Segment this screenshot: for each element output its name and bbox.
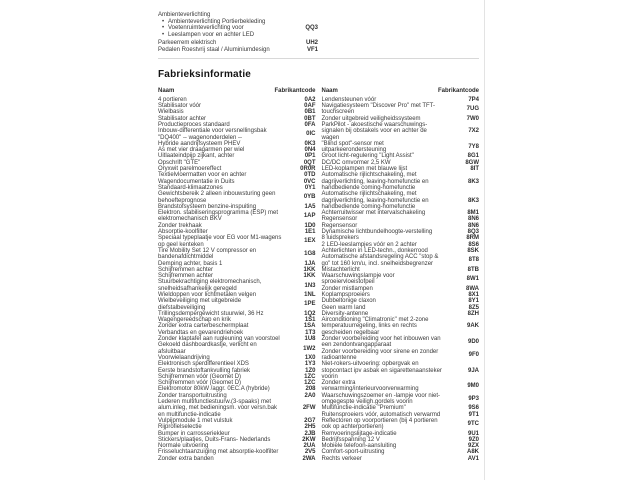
equipment-row bbox=[322, 349, 480, 362]
equipment-row bbox=[158, 47, 318, 54]
equipment-name: Wielbeveiliging met uitgebreide diefstalbeveiliging bbox=[158, 298, 242, 311]
equipment-code: 8S6 bbox=[468, 241, 479, 248]
code-header: Fabrikantcode bbox=[437, 88, 479, 94]
equipment-code: 8IT bbox=[470, 166, 479, 173]
equipment-code: 1E1 bbox=[304, 229, 316, 236]
equipment-code: 1Q2 bbox=[304, 310, 316, 317]
equipment-code: 7Y8 bbox=[468, 144, 479, 151]
equipment-name: DC/DC omvormer 2,5 KW bbox=[321, 159, 391, 166]
equipment-code: 9AK bbox=[466, 323, 479, 330]
equipment-code: A8K bbox=[466, 449, 479, 456]
equipment-name: Speciaal typeplaatje voor EG voor M1-wagens op geel kenteken bbox=[158, 235, 282, 248]
equipment-code: VF1 bbox=[306, 46, 318, 53]
equipment-name: Wagendocumentatie in Duits bbox=[158, 178, 235, 185]
equipment-code: 1S1 bbox=[304, 317, 316, 324]
equipment-name: Reflectoren op voorportieren (bij 4 portieren ook op achterportieren) bbox=[321, 417, 438, 431]
equipment-name: Dubbeltonige claxon bbox=[321, 298, 376, 305]
equipment-name: Elektromotor 80kW /aggr. 0EC.A (hybride) bbox=[158, 386, 270, 393]
equipment-row bbox=[322, 418, 480, 431]
equipment-name: Gekoeld dashboardkastje, verlicht en afsluitbaar bbox=[158, 342, 257, 355]
equipment-name: Voorwielaandrijving bbox=[158, 354, 210, 361]
equipment-code: 8W1 bbox=[466, 276, 479, 283]
equipment-code: 8K3 bbox=[467, 178, 479, 185]
equipment-top-section bbox=[158, 12, 318, 53]
equipment-row bbox=[158, 128, 316, 141]
equipment-name: Ruitensproeiers vóór, automatisch verwarmd bbox=[321, 411, 441, 418]
equipment-name: Demping achter, basis 1 bbox=[158, 260, 223, 267]
equipment-row bbox=[322, 393, 480, 406]
equipment-name: • Leeslampen voor en achter LED bbox=[158, 32, 288, 39]
equipment-name: 4 portieren bbox=[158, 96, 187, 103]
equipment-name: Mobiele telefoon-aansluiting bbox=[321, 443, 397, 450]
equipment-name: Absorptie-koolfilter bbox=[158, 229, 208, 236]
equipment-row bbox=[322, 172, 480, 191]
equipment-table-left bbox=[158, 97, 316, 462]
equipment-code: 1KK bbox=[303, 273, 316, 280]
equipment-table-right bbox=[322, 97, 480, 462]
equipment-name: Lendensteunen vóór bbox=[321, 96, 377, 103]
page-content bbox=[158, 12, 479, 462]
equipment-name: Zonder mistlampen bbox=[321, 285, 373, 292]
equipment-name: Rechts verkeer bbox=[321, 455, 362, 462]
equipment-code: 8M1 bbox=[467, 210, 479, 217]
equipment-row bbox=[158, 191, 316, 204]
equipment-name: Diversity-antenne bbox=[321, 310, 369, 317]
equipment-code: 7W0 bbox=[466, 115, 479, 122]
equipment-name: Wieldoppen voor lichtmetalen velgen bbox=[158, 292, 257, 298]
equipment-code: 9F0 bbox=[468, 351, 479, 358]
equipment-code: 0VC bbox=[303, 178, 316, 185]
equipment-name: Zonder klaptafel aan rugleuning van voorstoel bbox=[158, 336, 280, 343]
equipment-row bbox=[158, 342, 316, 355]
equipment-name: Waarschuwingszoemer en -lampje voor niet-omgegespte veiligh.gordels voorin bbox=[321, 392, 440, 406]
equipment-bullet-list bbox=[158, 19, 318, 39]
equipment-code: 1N3 bbox=[304, 282, 316, 289]
equipment-name: 8 luidsprekers bbox=[321, 235, 359, 242]
equipment-code: QQ3 bbox=[305, 25, 318, 31]
name-header: Naam bbox=[158, 88, 175, 94]
code-header: Fabrikantcode bbox=[274, 88, 316, 94]
equipment-name: Brandstofsysteem benzine-inspuiting bbox=[158, 203, 257, 210]
equipment-code: 8SK bbox=[467, 247, 479, 254]
equipment-code: 208 bbox=[305, 386, 316, 393]
equipment-code: 2WA bbox=[302, 455, 316, 462]
equipment-code: 0IC bbox=[306, 131, 316, 138]
equipment-name: Bedrijfsspanning 12 V bbox=[321, 436, 380, 443]
equipment-name: Koplampsproeiers bbox=[321, 292, 370, 298]
equipment-name: Stabilisator achter bbox=[158, 115, 207, 122]
equipment-code: 9U1 bbox=[467, 430, 479, 437]
equipment-code: 8RM bbox=[466, 235, 479, 242]
equipment-name: Achterruitwisser met intervalschakeling bbox=[321, 210, 426, 217]
equipment-name: Eerste brandstoftankvulling fabriek bbox=[158, 367, 251, 374]
equipment-code: 1W2 bbox=[303, 345, 316, 352]
equipment-code: 7X2 bbox=[468, 128, 479, 135]
equipment-code: 1U8 bbox=[304, 336, 316, 343]
equipment-code: 0A2 bbox=[304, 96, 316, 103]
equipment-row bbox=[322, 380, 480, 393]
equipment-row bbox=[158, 399, 316, 418]
equipment-name: Standaard-klimaatzones bbox=[158, 184, 223, 191]
equipment-name: Automatische afstandsregeling ACC "stop & go" tot 160 km/u, incl. snelheidsbegrenzer bbox=[321, 254, 439, 267]
equipment-name: Productieproces standaard bbox=[158, 121, 230, 128]
equipment-name: Schijfremmen vóór (Geomet D) bbox=[158, 373, 242, 380]
equipment-code: 8Y1 bbox=[468, 298, 479, 305]
page-edge-line bbox=[484, 0, 485, 480]
equipment-name: Automatische rijlichtschakeling, met dagrijverlichting, leaving-homefunctie en handbediende coming-homefunctie bbox=[321, 191, 429, 210]
equipment-name: Schijfremmen achter bbox=[158, 273, 214, 280]
equipment-name: Opschrift "GTE" bbox=[158, 159, 201, 166]
equipment-name: Wielbasis bbox=[158, 109, 184, 116]
equipment-name: Automatische rijlichtschakeling, met dagrijverlichting, leaving-homefunctie en handbediende coming-homefunctie bbox=[321, 172, 429, 191]
equipment-row bbox=[158, 456, 316, 462]
section-title: Fabrieksinformatie bbox=[158, 69, 252, 80]
equipment-row bbox=[322, 361, 480, 380]
equipment-code: 2FW bbox=[302, 405, 316, 412]
factory-info-column-left bbox=[158, 88, 316, 462]
equipment-name: Zonder extra carterbeschermplaat bbox=[158, 323, 249, 330]
equipment-code: 9P3 bbox=[468, 395, 479, 402]
equipment-name: Oryxwit parelmoereffect bbox=[158, 166, 222, 173]
equipment-group-title: Ambienteverlichting bbox=[158, 12, 211, 18]
equipment-name: Inbouw-differentiale voor versnellingsbak "DQ400" -- wagenonderdelen -- bbox=[158, 128, 267, 141]
equipment-name: Schijfremmen vóór (Geomet D) bbox=[158, 380, 242, 387]
equipment-code: 7UG bbox=[466, 106, 479, 113]
equipment-name: Pedalen Roestvrij staal / Aluminiumdesign bbox=[158, 46, 270, 53]
equipment-name: Bumper in carrosseriekleur bbox=[158, 430, 230, 437]
equipment-name: Geen warm land bbox=[321, 304, 366, 311]
equipment-name: Zonder extra banden bbox=[158, 455, 214, 462]
equipment-name: Verbandtas en gevarendriehoek bbox=[158, 329, 244, 336]
equipment-code: 1X0 bbox=[304, 354, 316, 361]
equipment-code: 8ZH bbox=[467, 310, 479, 317]
equipment-code: 8G1 bbox=[467, 153, 479, 160]
equipment-name: Schijfremmen achter bbox=[158, 266, 214, 273]
equipment-code: 8T8 bbox=[468, 257, 479, 264]
equipment-code: 0AF bbox=[304, 103, 316, 110]
equipment-code: 2G7 bbox=[304, 417, 316, 424]
equipment-name: Niet-rokers-uitvoering: opbergvak en stopcontact ipv asbak en sigarettenaansteker voorin bbox=[321, 361, 442, 380]
equipment-code: 9S6 bbox=[468, 405, 479, 412]
equipment-name: Zonder uitgebreid veiligheidssysteem bbox=[321, 115, 421, 122]
equipment-code: 0R0R bbox=[300, 166, 316, 173]
equipment-name: Multifunctie-indicatie "Premium" bbox=[321, 405, 406, 412]
equipment-row bbox=[158, 210, 316, 223]
equipment-code: 1Z0 bbox=[305, 367, 316, 374]
equipment-code: 0YB bbox=[303, 194, 316, 201]
name-header: Naam bbox=[321, 88, 338, 94]
column-header bbox=[322, 88, 480, 94]
equipment-name: Airconditioning "Climatronic" met 2-zone temperatuurregeling, links en rechts gescheiden regelbaar bbox=[321, 317, 429, 336]
equipment-name: Tire Mobility Set 12 V compressor en bandenafdichtmiddel bbox=[158, 247, 257, 261]
equipment-row bbox=[158, 279, 316, 292]
equipment-name: Normale uitvoering bbox=[158, 443, 209, 450]
equipment-name: Lederen multifunctiestuurw.(3-spaaks) met alum.inleg, met bedieningsm. voor versn.bak en multifunctie-indicatie bbox=[158, 399, 278, 418]
equipment-code: 1ZC bbox=[304, 380, 316, 387]
equipment-name: • Voetenruimteverlichting voor bbox=[158, 25, 288, 32]
equipment-name: Wagengereedschap en krik bbox=[158, 317, 231, 324]
equipment-row bbox=[322, 191, 480, 210]
equipment-code: 1G8 bbox=[304, 251, 316, 258]
equipment-code: 0FA bbox=[304, 121, 316, 128]
equipment-row bbox=[322, 317, 480, 336]
equipment-code: 0P1 bbox=[304, 153, 316, 160]
equipment-row bbox=[322, 456, 480, 462]
equipment-code: 1T3 bbox=[305, 329, 316, 336]
equipment-name: Gewichtsbereik 2 alleen inbouwsturing geen behoefteprognose bbox=[158, 191, 276, 204]
equipment-name: Mistachterlicht bbox=[321, 266, 360, 273]
equipment-row bbox=[322, 273, 480, 286]
equipment-code: 8X1 bbox=[468, 292, 479, 298]
equipment-code: 8GW bbox=[465, 159, 479, 166]
equipment-code: 1ZC bbox=[304, 373, 316, 380]
equipment-name: Textielvloermatten voor en achter bbox=[158, 172, 247, 179]
equipment-name: Achterlichten in LED-techn., donkerrood bbox=[321, 247, 428, 254]
equipment-name: LED-koplampen met blauwe lijst bbox=[321, 166, 408, 173]
equipment-code: 1SA bbox=[303, 323, 316, 330]
equipment-name: Vulpijpmodule 1 met vulstuk bbox=[158, 417, 233, 424]
equipment-code: 1D0 bbox=[304, 222, 316, 229]
equipment-code: 9D0 bbox=[467, 339, 479, 346]
equipment-name: Zonder extra verwarming/interieurvoorverwarming bbox=[321, 380, 419, 393]
equipment-name: Stickers/plaatjes, Duits-Frans- Nederlands bbox=[158, 436, 271, 443]
equipment-name: As met vier draagarmen per wiel bbox=[158, 147, 245, 154]
equipment-name: Stabilisator vóór bbox=[158, 103, 202, 110]
equipment-name: Dynamische lichtbundelhoogte-verstelling bbox=[321, 229, 433, 236]
equipment-code: 9T1 bbox=[468, 411, 479, 418]
equipment-row bbox=[158, 248, 316, 261]
separator-line bbox=[158, 58, 479, 59]
equipment-code: 8TB bbox=[467, 266, 479, 273]
equipment-row bbox=[322, 122, 480, 141]
equipment-row bbox=[322, 103, 480, 116]
equipment-code: 1JA bbox=[304, 260, 316, 267]
factory-info-column-right bbox=[322, 88, 480, 462]
equipment-code: 1KK bbox=[303, 266, 316, 273]
equipment-name: Groot licht-regulering "Light Assist" bbox=[321, 153, 414, 160]
equipment-name: Remvoeringslijtage-indicatie bbox=[321, 430, 397, 437]
equipment-extra-rows bbox=[158, 40, 318, 53]
equipment-code: 2UA bbox=[303, 443, 316, 450]
equipment-code: 9M0 bbox=[467, 383, 479, 390]
equipment-name: Elektron. stabiliseringsprogramma (ESP) met elektromechanisch BKV bbox=[158, 210, 279, 223]
equipment-name: Regensensor bbox=[321, 222, 358, 229]
equipment-code: 2H5 bbox=[304, 424, 316, 431]
equipment-name: Zonder voorbereiding voor sirene en zonder radioantenne bbox=[321, 348, 439, 361]
equipment-name: Hybride aandrijfsysteem PHEV bbox=[158, 140, 241, 147]
equipment-row bbox=[158, 235, 316, 248]
equipment-code: 8N6 bbox=[467, 222, 479, 229]
equipment-name: Comfort-sport-uitrusting bbox=[321, 449, 385, 456]
equipment-name: ParkPilot - akoestische waarschuwings-signalen bij obstakels voor en achter de wagen bbox=[321, 121, 428, 141]
equipment-code: 8K3 bbox=[467, 197, 479, 204]
equipment-name: Trillingsdempergewicht stuurwiel, 36 Hz bbox=[158, 310, 264, 317]
equipment-code: 2V5 bbox=[304, 449, 316, 456]
equipment-code: 1EX bbox=[304, 238, 316, 245]
equipment-code: 2JB bbox=[304, 430, 316, 437]
equipment-row bbox=[322, 141, 480, 154]
equipment-code: 0BT bbox=[304, 115, 316, 122]
equipment-code: 0Y1 bbox=[304, 184, 316, 191]
equipment-name: • Ambienteverlichting Portierbekleding bbox=[158, 19, 288, 26]
equipment-row bbox=[322, 336, 480, 349]
equipment-code: 2KW bbox=[302, 436, 316, 443]
equipment-row bbox=[322, 254, 480, 267]
equipment-name: Parkeerrem elektrisch bbox=[158, 40, 217, 46]
equipment-row bbox=[158, 298, 316, 311]
equipment-name: Waarschuwingslampje voor sproeiervloeistofpeil bbox=[321, 273, 395, 286]
equipment-name: Uitlaateindpijp zijkant, achter bbox=[158, 153, 235, 160]
equipment-code: 0TD bbox=[304, 172, 316, 179]
equipment-code: 1A5 bbox=[304, 203, 316, 210]
equipment-name: 2 LED-leeslampjes vóór en 2 achter bbox=[321, 241, 417, 248]
column-header bbox=[158, 88, 316, 94]
equipment-name: Zonder voorbereiding voor het inbouwen van een zendontvangapparaat bbox=[321, 336, 441, 349]
equipment-name: Navigatiesysteem "Discover Pro" met TFT-touchscreen bbox=[321, 103, 436, 116]
equipment-code: 7P4 bbox=[468, 96, 479, 103]
equipment-name: Zonder trekhaak bbox=[158, 222, 202, 229]
equipment-code: 9JA bbox=[467, 367, 479, 374]
equipment-code: 1Y3 bbox=[304, 361, 316, 368]
equipment-code: 0N4 bbox=[304, 147, 316, 154]
equipment-name: "Blind spot"-sensor met uitparkeerondersteuning bbox=[321, 140, 387, 154]
factory-info-columns bbox=[158, 88, 479, 462]
equipment-code: 9Z0 bbox=[468, 436, 479, 443]
equipment-code: 1NL bbox=[304, 292, 316, 298]
equipment-code: UH2 bbox=[305, 40, 318, 46]
equipment-code: 2A0 bbox=[304, 392, 316, 399]
equipment-code: 8N6 bbox=[467, 216, 479, 223]
equipment-name: Frisseluchtaanzuiging met absorptie-koolfilter bbox=[158, 449, 279, 456]
equipment-name: Regensensor bbox=[321, 216, 358, 223]
equipment-code: 8Q3 bbox=[467, 229, 479, 236]
equipment-code: 0QT bbox=[303, 159, 316, 166]
equipment-code: 0B1 bbox=[304, 109, 316, 116]
equipment-code: 8WA bbox=[465, 285, 479, 292]
equipment-name: Stuurbekrachtiging elektromechanisch, snelheidsafhankelijk geregeld bbox=[158, 279, 262, 292]
equipment-code: 9ZX bbox=[467, 443, 479, 450]
equipment-code: 8Z5 bbox=[468, 304, 479, 311]
equipment-code: AV1 bbox=[467, 455, 479, 462]
equipment-code: 1AP bbox=[303, 213, 316, 220]
equipment-name: Elektronisch sperdifferentieel XDS bbox=[158, 361, 249, 368]
equipment-code: 0K3 bbox=[304, 140, 316, 147]
equipment-code: 1PE bbox=[304, 301, 316, 308]
equipment-code: 9TC bbox=[467, 421, 479, 428]
equipment-name: Rijprofielselectie bbox=[158, 424, 202, 431]
equipment-name: Zonder transportuitrusting bbox=[158, 392, 227, 399]
